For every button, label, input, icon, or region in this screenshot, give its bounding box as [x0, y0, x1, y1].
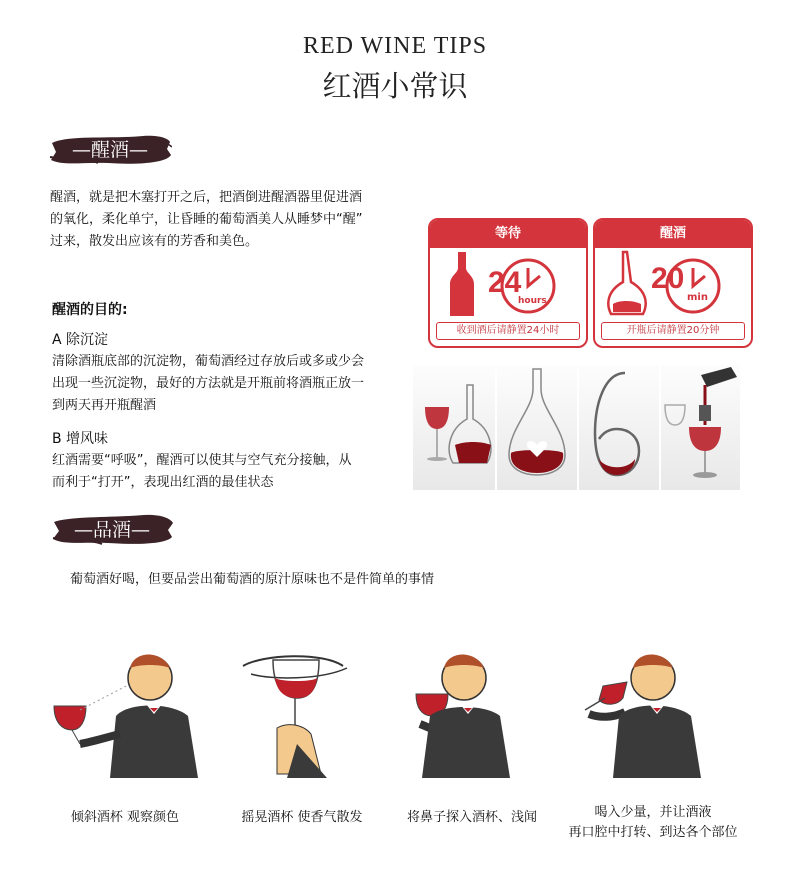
- purpose-a-text: [52, 351, 402, 417]
- page-title-en: RED WINE TIPS: [302, 33, 488, 59]
- section-heading-decanting-label: —醒酒—: [71, 139, 148, 161]
- step-label-observe: [50, 808, 200, 828]
- purpose-b-text: [52, 450, 402, 494]
- purpose-b-line: 而利于“打开”，表现出红酒的最佳状态: [52, 475, 274, 490]
- section-heading-tasting-label: —品酒—: [73, 519, 150, 541]
- wait-card-caption: 收到酒后请静置24小时: [436, 322, 580, 340]
- decant-card-title: 醒酒: [595, 220, 751, 248]
- step-label-line: 喝入少量，并让酒液: [594, 805, 712, 820]
- step-illustration-observe: [50, 648, 210, 778]
- intro-line: 醒酒，就是把木塞打开之后，把酒倒进醒酒器里促进酒: [50, 190, 363, 205]
- page-title-zh: 红酒小常识: [322, 69, 468, 103]
- step-label-line: 摇晃酒杯 使香气散发: [241, 810, 363, 825]
- decanting-intro: [50, 187, 400, 253]
- step-label-line: 倾斜酒杯 观察颜色: [70, 810, 180, 825]
- wait-card-title: 等待: [430, 220, 586, 248]
- decant-card-number: 20: [651, 262, 685, 295]
- swan-decanter-photo: [579, 365, 659, 490]
- purpose-b-title: B 增风味: [52, 431, 109, 447]
- wait-card-unit: hours: [518, 296, 547, 306]
- step-illustration-smell: [400, 648, 530, 778]
- step-label-swirl: [222, 808, 382, 828]
- intro-line: 过来，散发出应该有的芳香和美色。: [50, 234, 259, 249]
- purpose-a-line: 清除酒瓶底部的沉淀物，葡萄酒经过存放后或多或少会: [52, 354, 365, 369]
- step-illustration-swirl: [237, 648, 367, 778]
- purpose-a-title: A 除沉淀: [52, 332, 109, 348]
- aerator-pouring-photo: [661, 365, 740, 490]
- step-illustration-taste: [575, 648, 715, 778]
- section-heading-decanting: [48, 133, 172, 167]
- wait-card-number: 24: [488, 266, 522, 299]
- decant-card-caption: 开瓶后请静置20分钟: [601, 322, 745, 340]
- purpose-a-line: 到两天再开瓶醒酒: [52, 398, 157, 413]
- decant-card: [593, 218, 753, 348]
- section-heading-tasting: [50, 513, 174, 547]
- wait-card: [428, 218, 588, 348]
- purpose-b-line: 红酒需要“呼吸”，醒酒可以使其与空气充分接触，从: [52, 453, 352, 468]
- purpose-title: 醒酒的目的:: [52, 302, 128, 318]
- decant-card-unit: min: [687, 292, 708, 303]
- tasting-intro: 葡萄酒好喝，但要品尝出葡萄酒的原汁原味也不是件简单的事情: [70, 572, 435, 587]
- heart-decanter-photo: [497, 365, 577, 490]
- step-label-taste: [548, 803, 758, 843]
- purpose-a-line: 出现一些沉淀物，最好的方法就是开瓶前将酒瓶正放一: [52, 376, 365, 391]
- step-label-smell: [392, 808, 552, 828]
- step-label-line: 将鼻子探入酒杯、浅闻: [406, 810, 537, 825]
- intro-line: 的氧化，柔化单宁，让昏睡的葡萄酒美人从睡梦中“醒”: [50, 212, 363, 227]
- step-label-line: 再口腔中打转、到达各个部位: [568, 825, 738, 840]
- wine-glass-decanter-photo: [413, 365, 495, 490]
